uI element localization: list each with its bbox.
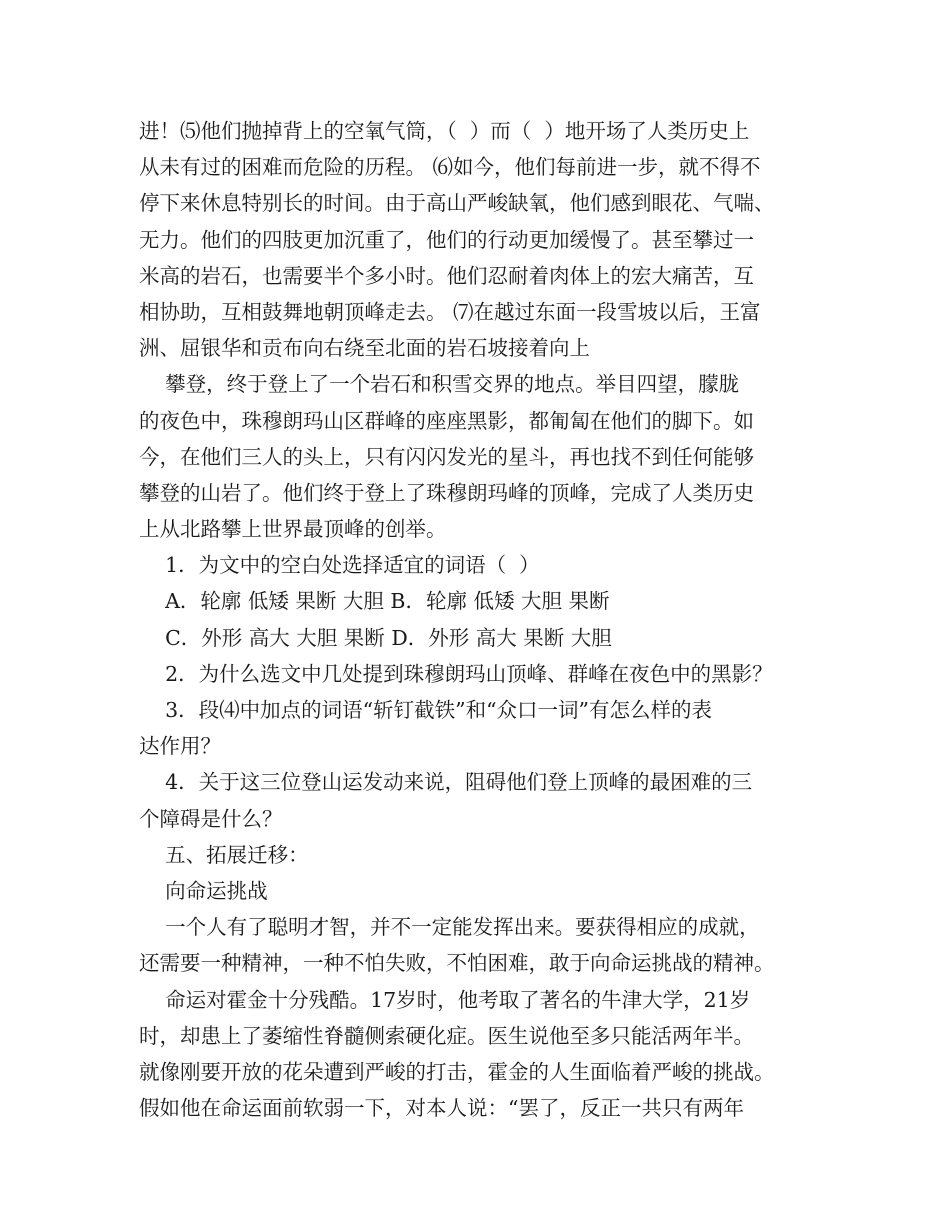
text-line: 命运对霍金十分残酷。17岁时，他考取了著名的牛津大学，21岁 (139, 987, 751, 1012)
text-line: 时，却患上了萎缩性脊髓侧索硬化症。医生说他至多只能活两年半。 (139, 1023, 754, 1048)
text-line: 就像刚要开放的花朵遭到严峻的打击，霍金的人生面临着严峻的挑战。 (139, 1059, 775, 1084)
section-heading: 五、拓展迁移： (139, 842, 309, 867)
option-line: A．轮廓 低矮 果断 大胆 B．轮廓 低矮 大胆 果断 (139, 589, 610, 614)
text-line: 一个人有了聪明才智，并不一定能发挥出来。要获得相应的成就， (139, 915, 760, 940)
question-line: 达作用？ (139, 734, 221, 759)
text-line: 攀登的山岩了。他们终于登上了珠穆朗玛峰的顶峰，完成了人类历史 (139, 480, 754, 505)
text-line: 假如他在命运面前软弱一下，对本人说：“罢了，反正一共只有两年 (139, 1096, 744, 1121)
text-line: 洲、屈银华和贡布向右绕至北面的岩石坡接着向上 (139, 336, 590, 361)
text-line: 相协助，互相鼓舞地朝顶峰走去。 ⑺在越过东面一段雪坡以后，王富 (139, 299, 761, 324)
question-line: 1．为文中的空白处选择适宜的词语（ ） (139, 553, 540, 578)
text-line: 的夜色中，珠穆朗玛山区群峰的座座黑影，都匍匐在他们的脚下。如 (139, 408, 754, 433)
text-line: 攀登，终于登上了一个岩石和积雪交界的地点。举目四望，朦胧 (139, 372, 740, 397)
text-line: 进！⑸他们抛掉背上的空氧气筒，（ ）而（ ）地开场了人类历史上 (139, 119, 750, 143)
text-line: 米高的岩石，也需要半个多小时。他们忍耐着肉体上的宏大痛苦，互 (139, 263, 754, 288)
text-line: 上从北路攀上世界最顶峰的创举。 (139, 517, 447, 542)
question-line: 3．段⑷中加点的词语“斩钉截铁”和“众口一词”有怎么样的表 (139, 698, 713, 722)
text-line: 停下来休息特别长的时间。由于高山严峻缺氧，他们感到眼花、气喘、 (139, 191, 775, 216)
question-line: 2．为什么选文中几处提到珠穆朗玛山顶峰、群峰在夜色中的黑影？ (139, 661, 773, 686)
question-line: 个障碍是什么？ (139, 806, 283, 831)
option-line: C．外形 高大 大胆 果断 D．外形 高大 果断 大胆 (139, 625, 612, 650)
text-line: 还需要一种精神，一种不怕失败，不怕困难，敢于向命运挑战的精神。 (139, 951, 775, 976)
article-title: 向命运挑战 (139, 878, 268, 903)
document-body (139, 113, 819, 1126)
text-line: 从未有过的困难而危险的历程。 ⑹如今，他们每前进一步，就不得不 (139, 155, 761, 180)
question-line: 4．关于这三位登山运发动来说，阻碍他们登上顶峰的最困难的三 (139, 770, 753, 795)
text-line: 无力。他们的四肢更加沉重了，他们的行动更加缓慢了。甚至攀过一 (139, 227, 754, 252)
text-line: 今，在他们三人的头上，只有闪闪发光的星斗，再也找不到任何能够 (139, 444, 754, 469)
